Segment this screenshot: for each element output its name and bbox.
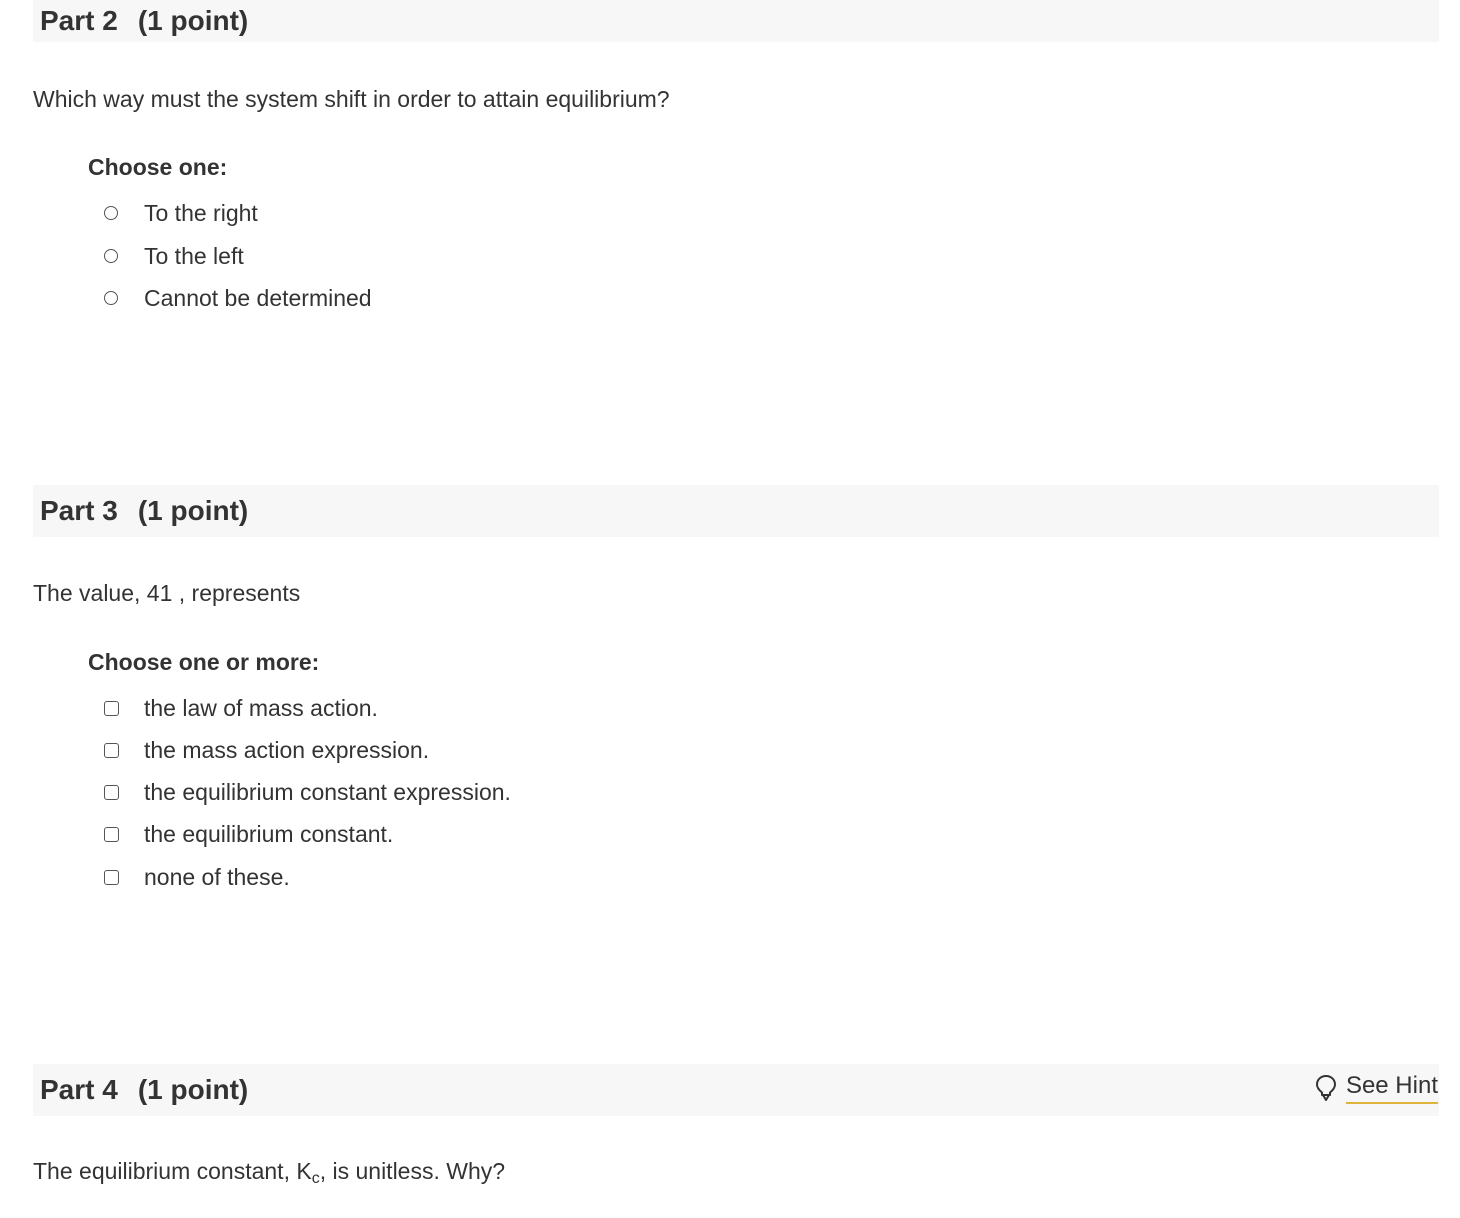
part4-question xyxy=(33,1158,505,1188)
part2-option-right[interactable] xyxy=(100,198,258,228)
part3-option-label: the equilibrium constant expression. xyxy=(144,778,511,805)
radio-button[interactable] xyxy=(104,291,118,305)
part3-choose-label: Choose one or more: xyxy=(88,649,320,675)
part4-header xyxy=(33,1064,1439,1116)
lightbulb-icon xyxy=(1314,1073,1338,1103)
part4-points: (1 point) xyxy=(137,1074,249,1105)
part3-option-label: the mass action expression. xyxy=(144,736,430,763)
part3-option-label: the law of mass action. xyxy=(144,694,378,721)
part4-label: Part 4 xyxy=(40,1074,118,1105)
part3-points: (1 point) xyxy=(137,495,249,526)
radio-button[interactable] xyxy=(104,249,118,263)
part2-header xyxy=(33,0,1439,42)
part3-option-constant-expression[interactable] xyxy=(100,777,511,807)
part3-label: Part 3 xyxy=(40,495,118,526)
checkbox[interactable] xyxy=(104,785,119,800)
checkbox[interactable] xyxy=(104,701,119,716)
part2-option-left[interactable] xyxy=(100,241,244,271)
part2-label: Part 2 xyxy=(40,5,118,37)
part3-option-law[interactable] xyxy=(100,693,378,723)
part4-title xyxy=(40,1074,248,1106)
part3-option-expression[interactable] xyxy=(100,735,429,765)
part3-option-label: none of these. xyxy=(144,863,290,890)
part3-option-constant[interactable] xyxy=(100,819,393,849)
part2-title xyxy=(40,5,248,37)
part4-question-before: The equilibrium constant, K xyxy=(33,1158,312,1184)
part2-option-label: To the right xyxy=(144,199,258,226)
checkbox[interactable] xyxy=(104,870,119,885)
part2-points: (1 point) xyxy=(137,5,249,37)
part2-option-undetermined[interactable] xyxy=(100,283,372,313)
see-hint-label[interactable]: See Hint xyxy=(1346,1072,1438,1104)
part3-header xyxy=(33,485,1439,537)
part2-choose-label: Choose one: xyxy=(88,154,228,180)
radio-button[interactable] xyxy=(104,206,118,220)
part2-question: Which way must the system shift in order to attain equilibrium? xyxy=(33,86,670,112)
part4-question-after: , is unitless. Why? xyxy=(319,1158,506,1184)
part3-option-label: the equilibrium constant. xyxy=(144,820,394,847)
part2-option-label: To the left xyxy=(144,242,244,269)
see-hint-button[interactable] xyxy=(1314,1068,1438,1108)
part2-option-label: Cannot be determined xyxy=(144,284,372,311)
checkbox[interactable] xyxy=(104,827,119,842)
part3-question: The value, 41 , represents xyxy=(33,580,301,606)
part3-option-none[interactable] xyxy=(100,862,290,892)
part4-question-subscript: c xyxy=(311,1170,320,1187)
part3-title xyxy=(40,495,248,527)
checkbox[interactable] xyxy=(104,743,119,758)
